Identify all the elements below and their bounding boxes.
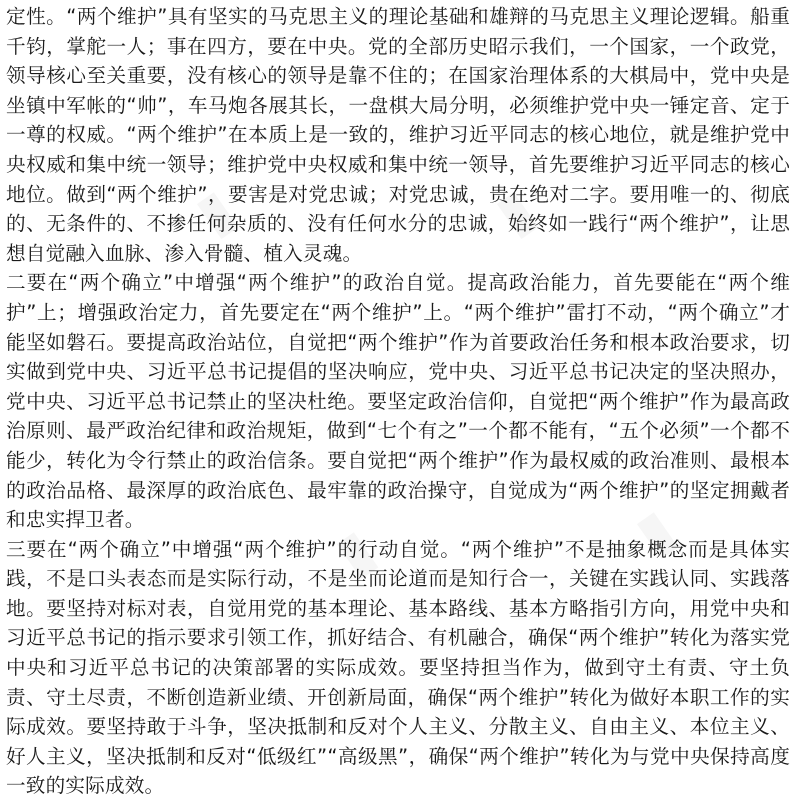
paragraph-3: 三要在“两个确立”中增强“两个维护”的行动自觉。“两个维护”不是抽象概念而是具体实践，不是口头表态而是实际行动，不是坐而论道而是知行合一，关键在实践认同、实践落地。要坚持对标对表，自觉用党的基本理论、基本路线、基本方略指引方向，用党中央和习近平总书记的指示要求引领工作，抓好结合、有机融合，确保“两个维护”转化为落实党中央和习近平总书记的决策部署的实际成效。要坚持担当作为，做到守土有责、守土负责、守土尽责，不断创造新业绩、开创新局面，确保“两个维护”转化为做好本职工作的实际成效。要坚持敢于斗争，坚决抵制和反对个人主义、分散主义、自由主义、本位主义、好人主义，坚决抵制和反对“低级红”“高级黑”，确保“两个维护”转化为与党中央保持高度一致的实际成效。 xyxy=(6,537,790,798)
paragraph-2: 二要在“两个确立”中增强“两个维护”的政治自觉。提高政治能力，首先要能在“两个维护”上；增强政治定力，首先要定在“两个维护”上。“两个维护”雷打不动，“两个确立”才能坚如磐石。要提高政治站位，自觉把“两个维护”作为首要政治任务和根本政治要求，切实做到党中央、习近平总书记提倡的坚决响应，党中央、习近平总书记决定的坚决照办，党中央、习近平总书记禁止的坚决杜绝。要坚定政治信仰，自觉把“两个维护”作为最高政治原则、最严政治纪律和政治规矩，做到“七个有之”一个都不能有，“五个必须”一个都不能少，转化为令行禁止的政治信条。要自觉把“两个维护”作为最权威的政治准则、最根本的政治品格、最深厚的政治底色、最牢靠的政治操守，自觉成为“两个维护”的坚定拥戴者和忠实捍卫者。 xyxy=(6,271,790,532)
paragraph-1: 定性。“两个维护”具有坚实的马克思主义的理论基础和雄辩的马克思主义理论逻辑。船重千钧，掌舵一人；事在四方，要在中央。党的全部历史昭示我们，一个国家，一个政党，领导核心至关重要，没有核心的领导是靠不住的；在国家治理体系的大棋局中，党中央是坐镇中军帐的“帅”，车马炮各展其长，一盘棋大局分明，必须维护党中央一锤定音、定于一尊的权威。“两个维护”在本质上是一致的，维护习近平同志的核心地位，就是维护党中央权威和集中统一领导；维护党中央权威和集中统一领导，首先要维护习近平同志的核心地位。做到“两个维护”，要害是对党忠诚；对党忠诚，贵在绝对二字。要用唯一的、彻底的、无条件的、不掺任何杂质的、没有任何水分的忠诚，始终如一践行“两个维护”，让思想自觉融入血脉、渗入骨髓、植入灵魂。 xyxy=(6,5,790,265)
document-body xyxy=(6,2,790,801)
